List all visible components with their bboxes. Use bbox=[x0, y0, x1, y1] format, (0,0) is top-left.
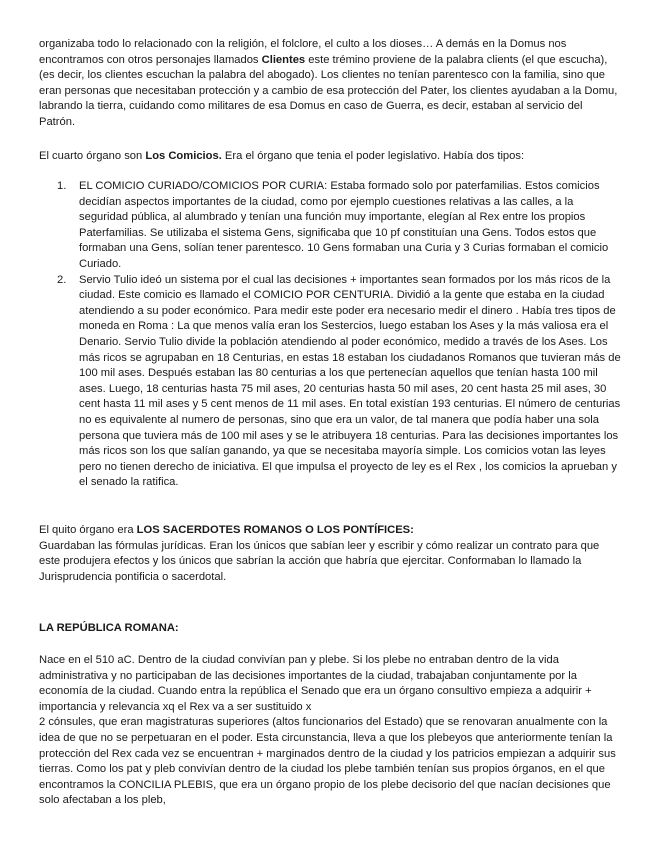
list-number: 1. bbox=[57, 180, 67, 192]
text: El quito órgano era bbox=[39, 524, 137, 536]
text: organizaba todo lo relacionado con la religión, el folclore, el culto a los dioses… A demás en la Domus nos encontramos con otros personajes llamados bbox=[39, 38, 567, 66]
paragraph-sacerdotes bbox=[39, 523, 619, 585]
paragraph-republica bbox=[39, 653, 619, 809]
text: este trémino proviene de la palabra clients (el que escucha), (es decir, los clientes escuchan la palabra del abogado). Los clientes no tenían parentesco con la familia, sino que eran personas que necesitaban protección y a cambio de esa protección del Pater, los clientes ayudaban a la Domu, labrando la tierra, cuidando como militares de esa Domus en caso de Guerra, es decir, estaban al servicio del Patrón. bbox=[39, 53, 618, 128]
text: Era el órgano que tenia el poder legislativo. Había dos tipos: bbox=[221, 150, 525, 162]
text: Guardaban las fórmulas jurídicas. Eran los únicos que sabían leer y escribir y cómo realizar un contrato para que este produjera efectos y los únicos que sabrían la acción que habría que ejercitar. Conformaban lo llamado la Jurisprudencia pontificia o sacerdotal. bbox=[39, 539, 600, 583]
list-item bbox=[39, 179, 621, 273]
list-item-text: Servio Tulio ideó un sistema por el cual las decisiones + importantes sean formados por los más ricos de la ciudad. Este comicio es llamado el COMICIO POR CENTURIA. Dividió a la gente que estaba en la ciudad atendiendo a su poder económico. Para medir este poder era necesario medir el dinero . Había tres tipos de moneda en Roma : La que menos valía eran los Sestercios, luego estaban los Ases y la más valiosa era el Denario. Servio Tulio divide la población atendiendo al poder económico, medido a través de los Ases. Los más ricos se agrupaban en 18 Centurias, en estas 18 estaban los ciudadanos Romanos que tuvieran más de 100 mil ases. Después estaban las 80 centurias a los que pertenecían aquellos que tenían hasta 100 mil ases. Luego, 18 centurias hasta 75 mil ases, 20 centurias hasta 50 mil ases, 20 cent hasta 25 mil ases, 30 cent hasta 11 mil ases y 5 cent menos de 11 mil ases. En total existían 193 centurias. El número de centurias no es equivalente al numero de personas, sino que era un valor, de tal manera que podía haber una sola persona que tuviera más de 100 mil ases y se le atribuyera 18 centurias. Para las decisiones importantes los más ricos son los que salían ganando, ya que se necesitaba mayoría simple. Los comicios votan las leyes pero no tienen derecho de iniciativa. El que impulsa el proyecto de ley es el Rex , los comicios la aprueban y el senado la ratifica. bbox=[79, 273, 621, 489]
comicios-list bbox=[39, 179, 621, 491]
section-heading: LA REPÚBLICA ROMANA: bbox=[39, 622, 179, 634]
bold-term: Clientes bbox=[261, 53, 306, 66]
text: 2 cónsules, que eran magistraturas superiores (altos funcionarios del Estado) que se renovaran anualmente con la idea de que no se perpetuaran en el poder. Esta circunstancia, lleva a que los plebeyos que anteriormente tenían la protección del Rex cada vez se encuentran + marginados dentro de la ciudad y los patricios empiezan a adquirir sus tierras. Como los pat y pleb convivían dentro de la ciudad los plebe también tenían sus propios órganos, en el que encontramos la CONCILIA PLEBIS, que era un órgano propio de los plebe decisorio del que nacían decisiones que solo afectaban a los pleb, bbox=[39, 716, 616, 807]
paragraph-clientes bbox=[39, 37, 619, 131]
text: El cuarto órgano son bbox=[39, 150, 146, 162]
bold-term: LOS SACERDOTES ROMANOS O LOS PONTÍFICES: bbox=[136, 524, 414, 536]
list-number: 2. bbox=[57, 273, 67, 286]
bold-term: Los Comicios. bbox=[145, 150, 222, 162]
text: Nace en el 510 aC. Dentro de la ciudad convivían pan y plebe. Si los plebe no entraban dentro de la vida administrativa y no participaban de las decisiones importantes de la ciudad, trabajaban conjuntamente por la economía de la ciudad. Cuando entra la república el Senado que era un órgano consultivo empieza a adquirir + importancia y relevancia xq el Rex va a ser sustituido x bbox=[39, 654, 592, 713]
paragraph-comicios bbox=[39, 149, 619, 165]
list-item-text: EL COMICIO CURIADO/COMICIOS POR CURIA: Estaba formado solo por paterfamilias. Estos comicios decidían aspectos importantes de la ciudad, como por ejemplo cuestiones relativas a las calles, a la seguridad pública, al alumbrado y tenían una función muy importante, elegían al Rex entre los propios Paterfamilias. Se utilizaba el sistema Gens, significaba que 10 pf constituían una Gens. Todos estos que formaban una Gens, solían tener parentesco. 10 Gens formaban una Curia y 3 Curias formaban el comicio Curiado. bbox=[79, 180, 609, 270]
list-item bbox=[39, 273, 621, 491]
